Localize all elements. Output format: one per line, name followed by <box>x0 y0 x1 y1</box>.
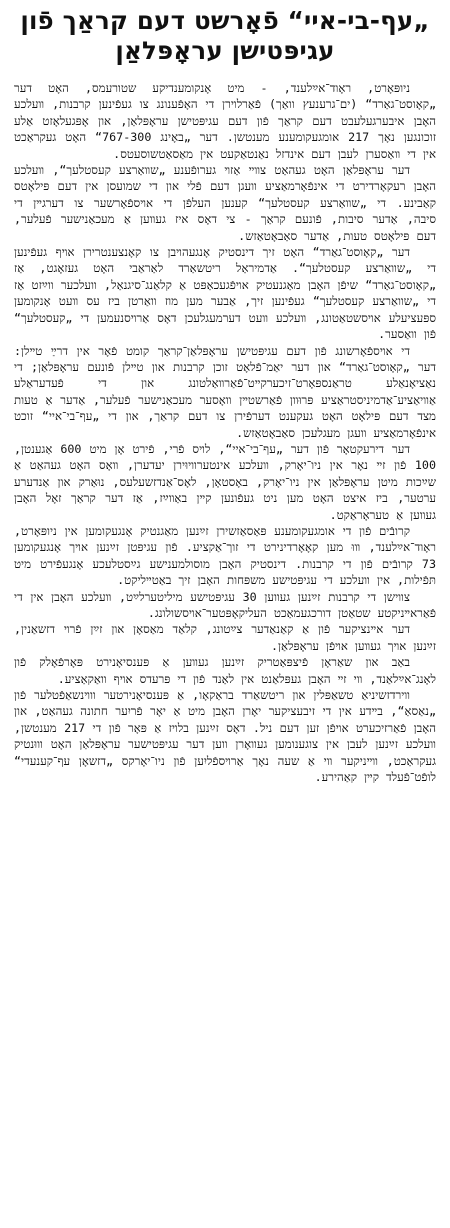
paragraph: דער עראָפּלאַן האָט געהאַט צװײ אַזױ גערופֿענע „שװאַרצע קעסטלעך“, װעלכע האָבן רעקאָרדירט די אינפֿאָרמאַציע װעגן דעם פֿלי און די שמועסן אין דעם פּילאָטס קאַבינע. די „שװאַרצע קעסטלעך“ קענען העלפֿן די אױספֿאָרשער צו דערגײן די סיבה, אַדער סיבות, פֿונעם קראַך - צי דאָס איז געװען אַ מעכאַנישער פֿעלער, דעם פּילאָטס טעות, אַדער סאַבאָטאַזש. <box>14 163 436 243</box>
paragraph: קרובֿים פֿון די אומגעקומענע פּאַסאַזשירן זײַנען מאַגנטיק אָנגעקומען אין ניופּאָרט, ראָוד־אײַלענד, װוּ מען קאָאָרדינירט די זוך־אַקציע. פֿון עגיפּטן זײַנען אױך אָנגעקומען 73 קרובֿים פֿון די קרבנות. דינסטיק האָבן מוסולמענישע גײַסטלעכע אָנגעפֿירט מיט תּפֿילות, אין װעלכע די עגיפּטישע משפּחות האָבן זיך באַטײליקט. <box>14 523 436 588</box>
paragraph: ניופּאָרט, ראָוד־אײַלענד, - מיט אָנקומענדיקע שטורעמס, האָט דער „קאָוסט־גאַרד“ (ים־גרענעץ וואַך) פֿאַרלױרן די האָפֿענונג צו געפֿינען קרבנות, װעלכע האָבן איבערגעלעבט דעם קראַך פֿון דעם עגיפּטישן עראָפּלאַן, און אָפּגעלאָזט אַלע זוכונגען נאָך 217 אומגעקומענע מענטשן. דער „באָינג 767-300“ האָט געקראַכט אין די װאַסערן לעבן דעם אינדזל נאַנטאַקעט אין מאַסאַטשוסעטס. <box>14 81 436 161</box>
headline-line-1: „עף-בי-איי“ פֿאָרשט דעם קראַך פֿון <box>20 6 430 35</box>
paragraph: די אױספֿאָרשונג פֿון דעם עגיפּטישן עראָפּלאַן־קראַך קומט פֿאָר אין דרײַ טײלן: דער „קאָוסט־גאַרד“ און דער יאַמ־פֿלאָט זוכן קרבנות און טײלן פֿונעם עראָפּלאַן; די נאַציאָנאַלע טראַנספּאָרט־זיכערקײט־פֿאַרװאַלטונג און די פֿעדעראַלע אַװיאַציע־אַדמיניסטראַציע פּרוּװן פֿאַרשטײן װאָסער מעכאַנישער פֿעלער, אַדער אַ טעות מצד דעם פּילאָט האָט געקענט דערפֿירן צו דעם קראַך, און די „עף־בי־איי“ זוכט אינפֿאָרמאַציע װעגן מעגלעכן סאַבאָטאַזש. <box>14 343 436 440</box>
paragraph: דער אײנציקער פֿון אַ קאַנאַדער צײַטונג, קלאַד מאַסאָן און זײַן פֿרױ דזשאַנין, זײַנען אױך געװען אױפֿן עראָפּלאַן. <box>14 622 436 653</box>
headline-line-2: עגיפּטישן עראָפּלאַן <box>115 36 335 65</box>
article-body <box>14 80 436 785</box>
paragraph: דער „קאָוסט־גאַרד“ האָט זיך דינסטיק אָנגעהױבן צו קאָנצענטרירן אױף געפֿינען די „שװאַרצע קעסטלעך“. אַדמיראַל ריטשאַרד לאַראַבי האָט געזאָגט, אַז „קאָוסט־גאַרד“ שיפֿן האָבן מאַגנעטיק אױפֿגעכאַפּט אַ קלאַנג־סיגנאַל, װעלכער װײַזט אַז די „שװאַרצע קעסטלעך“ געפֿינען זיך, אַבער מען מוז װאַרטן ביז עס װעט אָנקומען ספּעציעלע אױסשטאַטונג, װעלכע װעט דערמעגלעכן דאָס אַרױסנעמען די „קעסטלעך“ פֿון װאַסער. <box>14 245 436 342</box>
paragraph: צװישן די קרבנות זײַנען געװען 30 עגיפּטישע מיליטערלײַט, װעלכע האָבן אין די פֿאַראײניקטע שטאַטן דורכגעמאַכט העליקאָפּטער־אױסשולונג. <box>14 589 436 620</box>
headline <box>14 6 436 66</box>
paragraph: דער דירעקטאָר פֿון דער „עף־בי־איי“, לױס פֿרי, פֿירט אָן מיט 600 אַגענטן, 100 פֿון זײ נאָר אין ניו־יאָרק, װעלכע אינטערװיוּירן יעדערן, װאָס האָט געהאַט אַ שײַכות מיטן עראָפּלאַן אין ניו־יאָרק, באָסטאָן, לאָס־אַנדזשעלעס, נוּאַרק און אַנדערע ערטער, ביז איצט האָט מען ניט געפֿונען קײן באַװײַז, אַז דער קראַך זאָל האָבן געװען אַ טעראָראַקט. <box>14 441 436 522</box>
paragraph: באַב און שאַראָן פֿיצפּאַטריק זײַנען געװען אַ פּענסיאָנירט פּאָרפֿאָלק פֿון לאָנג־אײַלאַנד, װי זײ האָבן געפּלאַנט אין לאַנד פֿון די פּרעדס אױף װאַקאַציע. <box>14 655 436 686</box>
paragraph: װירדזשיניאַ טשאַפּלין און ריטשאַרד בראַקאָו, אַ פּענסיאָנירטער װױנשאַפֿטלער פֿון „נאַסאַ“, בײדע אין די זיבעציקער יאָרן האָבן מיט אַ יאָר פֿריִער חתונה געהאַט, און האָבן פֿאַרזיכערט אױפֿן זען דעם ניל. דאָס זײַנען בלױז אַ פּאָר פֿון די 217 מענטשן, װעלכע זײַנען לעבן אין צוגענומען געװאָרן װען דער עגיפּטישער עראָפּלאַן האָט װוּנטיק געקראַכט, װײניקער װי אַ שעה נאָך אַרױספֿליִען פֿון ניו־יאָרקס „דזשאָן עף־קענעדי“ לופֿט־פֿעלד קײן קאַהירע. <box>14 688 437 785</box>
